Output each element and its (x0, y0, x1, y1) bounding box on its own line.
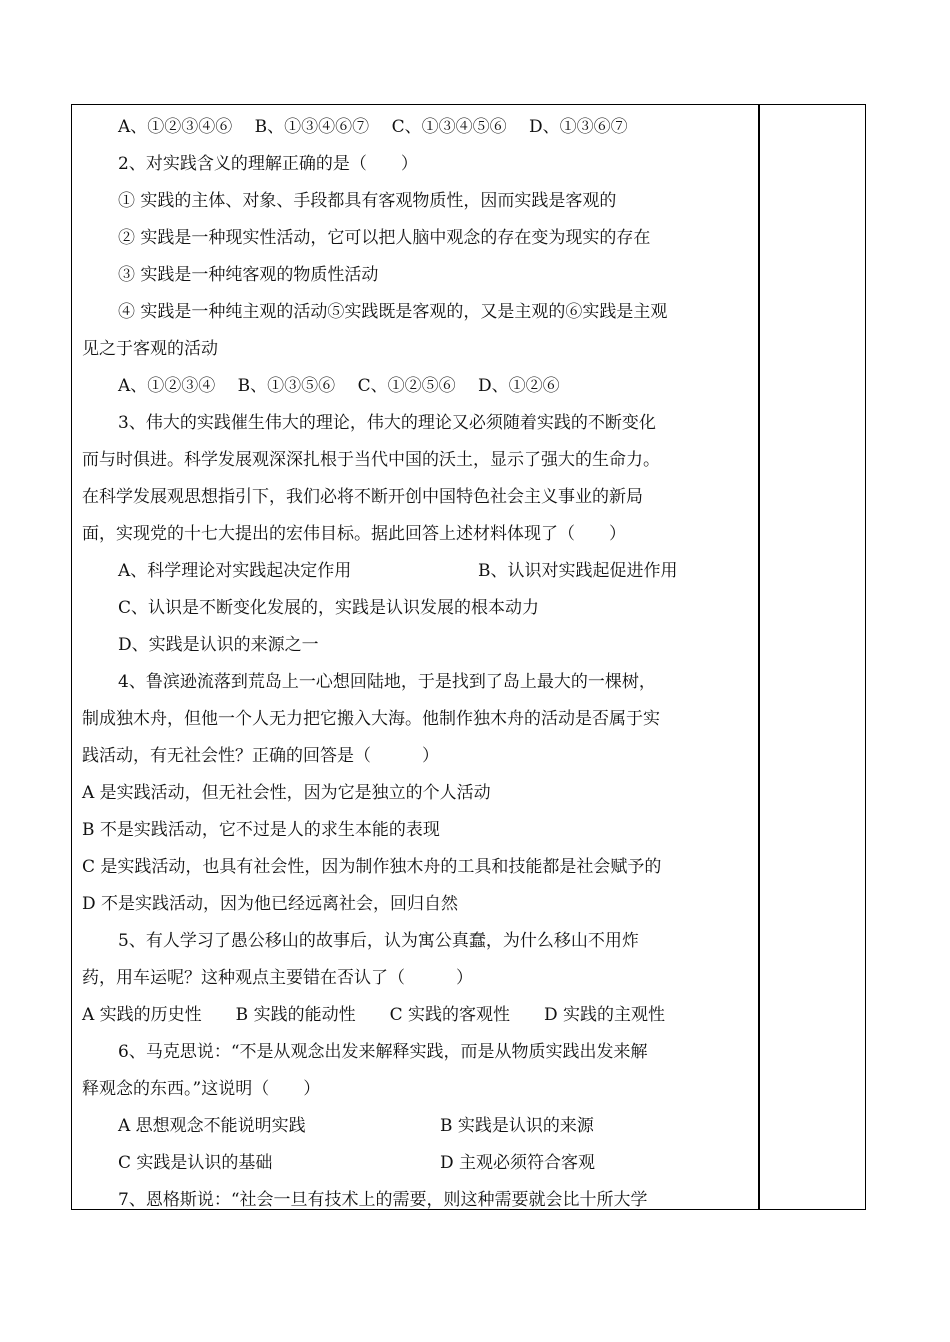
q6-option-b: B 实践是认识的来源 (440, 1116, 594, 1136)
q2-item-1: ① 实践的主体、对象、手段都具有客观物质性，因而实践是客观的 (118, 191, 617, 211)
column-divider (758, 104, 760, 1210)
q4-stem: 4、鲁滨逊流落到荒岛上一心想回陆地，于是找到了岛上最大的一棵树， (118, 672, 656, 692)
q6-option-c: C 实践是认识的基础 (118, 1153, 273, 1173)
q3-option-a: A、科学理论对实践起决定作用 (118, 561, 352, 581)
q1-options: A、①②③④⑥ B、①③④⑥⑦ C、①③④⑤⑥ D、①③⑥⑦ (118, 117, 628, 137)
q2-item-4: ④ 实践是一种纯主观的活动⑤实践既是客观的，又是主观的⑥实践是主观 (118, 302, 668, 322)
q2-options: A、①②③④ B、①③⑤⑥ C、①②⑤⑥ D、①②⑥ (118, 376, 560, 396)
q3-option-d: D、实践是认识的来源之一 (118, 635, 319, 655)
q4-option-a: A 是实践活动，但无社会性，因为它是独立的个人活动 (82, 783, 491, 803)
q6-stem: 6、马克思说：“不是从观念出发来解释实践，而是从物质实践出发来解 (118, 1042, 648, 1062)
q7-stem: 7、恩格斯说：“社会一旦有技术上的需要，则这种需要就会比十所大学 (118, 1190, 648, 1210)
q4-option-b: B 不是实践活动，它不过是人的求生本能的表现 (82, 820, 440, 840)
q4-stem-cont-2: 践活动，有无社会性？正确的回答是（ ） (82, 746, 439, 766)
q5-stem: 5、有人学习了愚公移山的故事后，认为寓公真蠢，为什么移山不用炸 (118, 931, 639, 951)
q2-stem: 2、对实践含义的理解正确的是（ ） (118, 154, 418, 174)
q3-stem-cont-1: 而与时俱进。科学发展观深深扎根于当代中国的沃土，显示了强大的生命力。 (82, 450, 660, 470)
q2-item-3: ③ 实践是一种纯客观的物质性活动 (118, 265, 379, 285)
q3-stem: 3、伟大的实践催生伟大的理论，伟大的理论又必须随着实践的不断变化 (118, 413, 656, 433)
q4-option-c: C 是实践活动，也具有社会性，因为制作独木舟的工具和技能都是社会赋予的 (82, 857, 662, 877)
q3-option-b: B、认识对实践起促进作用 (478, 561, 678, 581)
q3-stem-cont-3: 面，实现党的十七大提出的宏伟目标。据此回答上述材料体现了（ ） (82, 524, 626, 544)
q6-option-d: D 主观必须符合客观 (440, 1153, 596, 1173)
q6-stem-cont: 释观念的东西。”这说明（ ） (82, 1079, 321, 1099)
q3-option-c: C、认识是不断变化发展的，实践是认识发展的根本动力 (118, 598, 540, 618)
q3-stem-cont-2: 在科学发展观思想指引下，我们必将不断开创中国特色社会主义事业的新局 (82, 487, 643, 507)
q5-stem-cont: 药，用车运呢？这种观点主要错在否认了（ ） (82, 968, 473, 988)
q2-item-2: ② 实践是一种现实性活动，它可以把人脑中观念的存在变为现实的存在 (118, 228, 651, 248)
q4-option-d: D 不是实践活动，因为他已经远离社会，回归自然 (82, 894, 459, 914)
q4-stem-cont-1: 制成独木舟，但他一个人无力把它搬入大海。他制作独木舟的活动是否属于实 (82, 709, 660, 729)
q6-option-a: A 思想观念不能说明实践 (118, 1116, 306, 1136)
q5-options: A 实践的历史性 B 实践的能动性 C 实践的客观性 D 实践的主观性 (82, 1005, 666, 1025)
q2-item-4-cont: 见之于客观的活动 (82, 339, 218, 359)
